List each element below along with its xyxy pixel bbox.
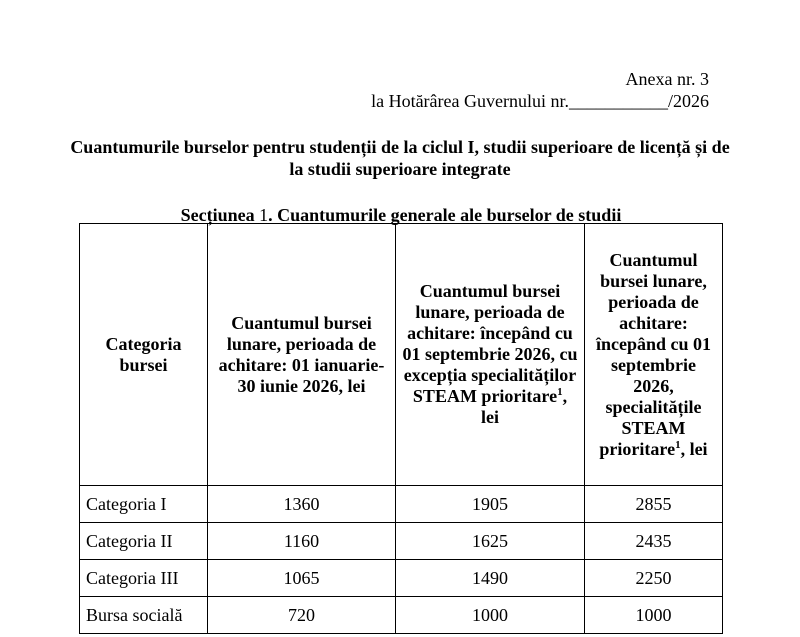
section-label: Secțiunea — [180, 205, 255, 225]
table-row — [80, 523, 723, 560]
amount-sep-steam: 2855 — [585, 486, 723, 523]
column-header-category: Categoria bursei — [80, 224, 208, 486]
amount-sep-non-steam: 1000 — [396, 597, 585, 634]
footnote-marker: 1 — [675, 438, 681, 451]
amount-sep-non-steam: 1905 — [396, 486, 585, 523]
amount-jan-jun: 720 — [208, 597, 396, 634]
scholarship-amounts-table — [79, 223, 723, 634]
row-category: Categoria II — [80, 523, 208, 560]
table-row — [80, 597, 723, 634]
amount-sep-steam: 2435 — [585, 523, 723, 560]
amount-sep-non-steam: 1490 — [396, 560, 585, 597]
table-header-row — [80, 224, 723, 486]
amount-sep-steam: 2250 — [585, 560, 723, 597]
amount-jan-jun: 1160 — [208, 523, 396, 560]
table-row — [80, 486, 723, 523]
amount-jan-jun: 1065 — [208, 560, 396, 597]
annex-number: Anexa nr. 3 — [625, 69, 709, 89]
section-number: 1 — [259, 205, 269, 225]
government-decision-reference: la Hotărârea Guvernului nr.___________/2026 — [371, 91, 709, 111]
row-category: Categoria III — [80, 560, 208, 597]
footnote-marker: 1 — [557, 386, 563, 398]
column-header-jan-jun: Cuantumul bursei lunare, perioada de achitare: 01 ianuarie-30 iunie 2026, lei — [208, 224, 396, 486]
amount-sep-steam: 1000 — [585, 597, 723, 634]
amount-sep-non-steam: 1625 — [396, 523, 585, 560]
table-row — [80, 560, 723, 597]
row-category: Categoria I — [80, 486, 208, 523]
column-header-sep-steam: Cuantumul bursei lunare, perioada de achitare: începând cu 01 septembrie 2026, specialitățile STEAM prioritare$^1$, lei — [585, 224, 723, 486]
amount-jan-jun: 1360 — [208, 486, 396, 523]
document-title: Cuantumurile burselor pentru studenții de la ciclul I, studii superioare de licență și de la studii superioare integrate — [70, 137, 730, 179]
section-text: . Cuantumurile generale ale burselor de studii — [268, 205, 622, 225]
annex-reference — [371, 68, 709, 112]
column-header-sep-non-steam: Cuantumul bursei lunare, perioada de achitare: începând cu 01 septembrie 2026, cu excepția specialităților STEAM prioritare$^1$, lei — [396, 224, 585, 486]
row-category: Bursa socială — [80, 597, 208, 634]
